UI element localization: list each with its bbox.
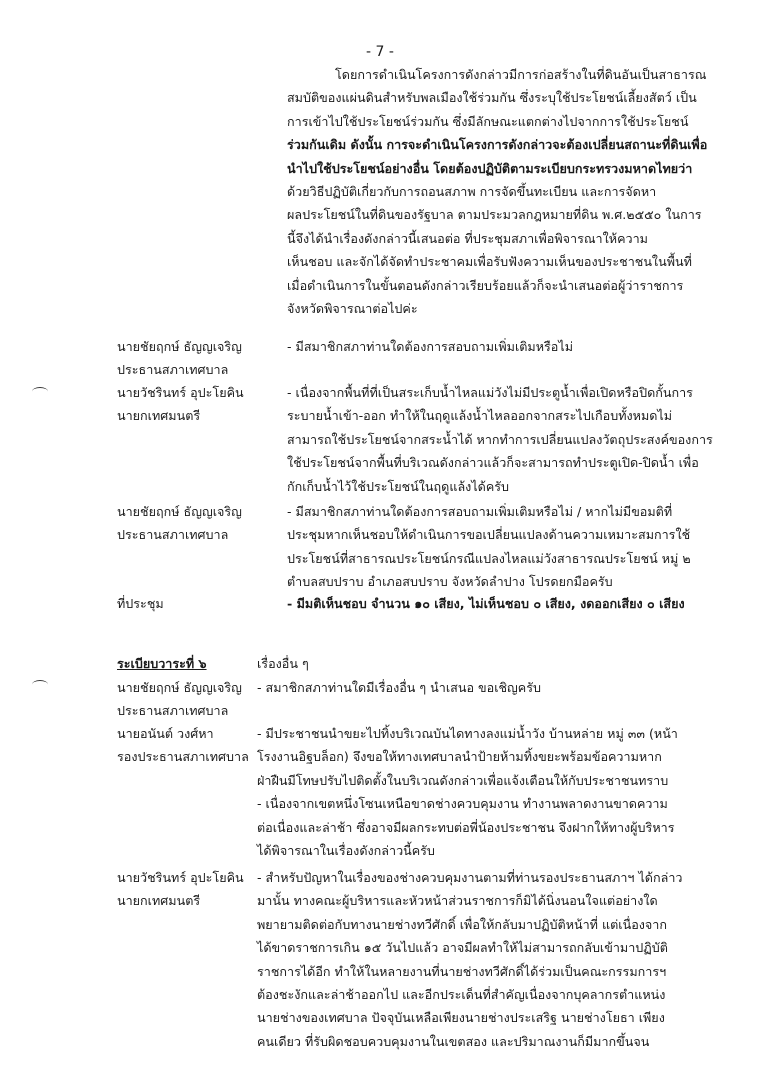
intro-line: นี้จึงได้นำเรื่องดังกล่าวนี้เสนอต่อ ที่ประชุมสภาเพื่อพิจารณาให้ความ (287, 230, 648, 246)
speech-line: ต้องชะงักและล่าช้าออกไป และอีกประเด็นที่สำคัญเนื่องจากบุคลากรตำแหน่ง (257, 987, 666, 1003)
speech-block (257, 866, 729, 1053)
speaker-role: ประธานสภาเทศบาล (117, 362, 229, 378)
agenda-topic: เรื่องอื่น ๆ (257, 656, 309, 671)
speech-block (287, 335, 727, 358)
speaker-name: นายอนันต์ วงศ์หา (117, 726, 214, 741)
intro-line: เห็นชอบ และจักได้จัดทำประชาคมเพื่อรับฟังความเห็นของประชาชนในพื้นที่ (287, 254, 692, 270)
speech-block (257, 722, 729, 862)
intro-paragraph (287, 63, 727, 320)
speaker-role: นายกเทศมนตรี (117, 408, 201, 424)
speaker-block (117, 592, 282, 615)
speech-block (257, 676, 729, 699)
speech-line: สามารถใช้ประโยชน์จากสระน้ำได้ หากทำการเปลี่ยนแปลงวัตถุประสงค์ของการ (287, 431, 713, 447)
speaker-role: ประธานสภาเทศบาล (117, 703, 229, 719)
agenda-label: ระเบียบวาระที่ ๖ (117, 656, 207, 671)
speech-block (287, 381, 727, 498)
speaker-role: รองประธานสภาเทศบาล (117, 749, 249, 765)
speaker-role: นายกเทศมนตรี (117, 893, 201, 909)
speech-line: ต่อเนื่องและล่าช้า ซึ่งอาจมีผลกระทบต่อพี่น้องประชาชน จึงฝากให้ทางผู้บริหาร (257, 819, 675, 835)
speech-line: นายช่างของเทศบาล ปัจจุบันเหลือเพียงนายช่างประเสริฐ นายช่างโยธา เพียง (257, 1010, 665, 1026)
speaker-name: นายวัชรินทร์ อุปะโยคิน (117, 870, 244, 885)
speech-line: คนเดียว ที่รับผิดชอบควบคุมงานในเขตสอง และปริมาณงานก็มีมากขึ้นจน (257, 1033, 650, 1049)
page-number: - 7 - (366, 44, 394, 60)
speech-line: - เนื่องจากเขตหนึ่งโซนเหนือขาดช่างควบคุมงาน ทำงานพลาดงานขาดความ (257, 796, 668, 812)
speech-block (287, 500, 727, 594)
speech-line: - มีสมาชิกสภาท่านใดต้องการสอบถามเพิ่มเติมหรือไม่ (287, 339, 574, 354)
speaker-block (117, 500, 282, 547)
intro-line: ด้วยวิธีปฏิบัติเกี่ยวกับการถอนสภาพ การจัดขึ้นทะเบียน และการจัดหา (287, 184, 657, 200)
speech-line: ใช้ประโยชน์จากพื้นที่บริเวณดังกล่าวแล้วก็จะสามารถทำประตูเปิด-ปิดน้ำ เพื่อ (287, 455, 699, 471)
intro-line: ร่วมกันเดิม ดังนั้น การจะดำเนินโครงการดังกล่าวจะต้องเปลี่ยนสถานะที่ดินเพื่อ (287, 137, 708, 153)
resolution-line: - มีมติเห็นชอบ จำนวน ๑๐ เสียง, ไม่เห็นชอบ ๐ เสียง, งดออกเสียง ๐ เสียง (287, 596, 685, 611)
speech-line: ราชการได้อีก ทำให้ในหลายงานที่นายช่างทวีศักดิ์ได้ร่วมเป็นคณะกรรมการฯ (257, 963, 667, 979)
speaker-block (117, 335, 282, 382)
speech-line: - มีประชาชนนำขยะไปทิ้งบริเวณบันไดทางลงแม่น้ำวัง บ้านหล่าย หมู่ ๓๓ (หน้า (257, 726, 678, 741)
speech-line: ฝ่าฝืนมีโทษปรับไปติดตั้งในบริเวณดังกล่าวเพื่อแจ้งเตือนให้กับประชาชนทราบ (257, 772, 669, 788)
speaker-name: นายวัชรินทร์ อุปะโยคิน (117, 385, 244, 400)
speech-line: ระบายน้ำเข้า-ออก ทำให้ในฤดูแล้งน้ำไหลออกจากสระไปเกือบทั้งหมดไม่ (287, 408, 673, 424)
speech-line: โรงงานอิฐบล็อก) จึงขอให้ทางเทศบาลนำป้ายห้ามทิ้งขยะพร้อมข้อความหาก (257, 749, 662, 765)
speaker-block (117, 381, 282, 428)
speech-line: ประชุมหากเห็นชอบให้ดำเนินการขอเปลี่ยนแปลงด้านความเหมาะสมการใช้ (287, 527, 691, 543)
speech-line: กักเก็บน้ำไว้ใช้ประโยชน์ในฤดูแล้งได้ครับ (287, 478, 510, 494)
speaker-name: นายชัยฤกษ์ ธัญญเจริญ (117, 339, 242, 354)
speech-line: ได้ขาดราชการเกิน ๑๕ วันไปแล้ว อาจมีผลทำให้ไม่สามารถกลับเข้ามาปฏิบัติ (257, 940, 668, 956)
intro-line: นำไปใช้ประโยชน์อย่างอื่น โดยต้องปฏิบัติตามระเบียบกระทรวงมหาดไทยว่า (287, 160, 693, 176)
intro-line: เมื่อดำเนินการในขั้นตอนดังกล่าวเรียบร้อยแล้วก็จะนำเสนอต่อผู้ว่าราชการ (287, 277, 684, 293)
intro-line: ผลประโยชน์ในที่ดินของรัฐบาล ตามประมวลกฎหมายที่ดิน พ.ศ.๒๕๕๐ ในการ (287, 207, 702, 223)
intro-line: สมบัติของแผ่นดินสำหรับพลเมืองใช้ร่วมกัน ซึ่งระบุใช้ประโยชน์เลี้ยงสัตว์ เป็น (287, 90, 697, 106)
speech-line: - มีสมาชิกสภาท่านใดต้องการสอบถามเพิ่มเติมหรือไม่ / หากไม่มีขอมติที่ (287, 504, 673, 519)
speech-line: - เนื่องจากพื้นที่ที่เป็นสระเก็บน้ำไหลแม่วังไม่มีประตูน้ำเพื่อเปิดหรือปิดกั้นการ (287, 385, 693, 400)
speaker-name: นายชัยฤกษ์ ธัญญเจริญ (117, 680, 242, 695)
speech-line: ประโยชน์ที่สาธารณประโยชน์กรณีแปลงไหลแม่วังสาธารณประโยชน์ หมู่ ๒ (287, 550, 691, 566)
intro-line: โดยการดำเนินโครงการดังกล่าวมีการก่อสร้างในที่ดินอันเป็นสาธารณ (335, 67, 707, 82)
speech-line: ตำบลสบปราบ อำเภอสบปราบ จังหวัดลำปาง โปรดยกมือครับ (287, 574, 613, 590)
resolution-block (287, 592, 727, 615)
agenda-topic-block (257, 652, 729, 675)
speech-line: ได้พิจารณาในเรื่องดังกล่าวนี้ครับ (257, 843, 435, 859)
speaker-name: นายชัยฤกษ์ ธัญญเจริญ (117, 504, 242, 519)
speech-line: - สมาชิกสภาท่านใดมีเรื่องอื่น ๆ นำเสนอ ขอเชิญครับ (257, 680, 541, 695)
speaker-name: ที่ประชุม (117, 596, 164, 611)
margin-mark (32, 680, 48, 689)
speech-line: พยายามติดต่อกับทางนายช่างทวีศักดิ์ เพื่อให้กลับมาปฏิบัติหน้าที่ แต่เนื่องจาก (257, 916, 667, 932)
speaker-role: ประธานสภาเทศบาล (117, 527, 229, 543)
margin-mark (32, 387, 48, 396)
speech-line: มานั้น ทางคณะผู้บริหารและหัวหน้าส่วนราชการก็มิได้นิ่งนอนใจแต่อย่างใด (257, 893, 658, 909)
speech-line: - สำหรับปัญหาในเรื่องของช่างควบคุมงานตามที่ท่านรองประธานสภาฯ ได้กล่าว (257, 870, 683, 885)
intro-line: การเข้าไปใช้ประโยชน์ร่วมกัน ซึ่งมีลักษณะแตกต่างไปจากการใช้ประโยชน์ (287, 113, 689, 129)
intro-line: จังหวัดพิจารณาต่อไปค่ะ (287, 301, 418, 317)
